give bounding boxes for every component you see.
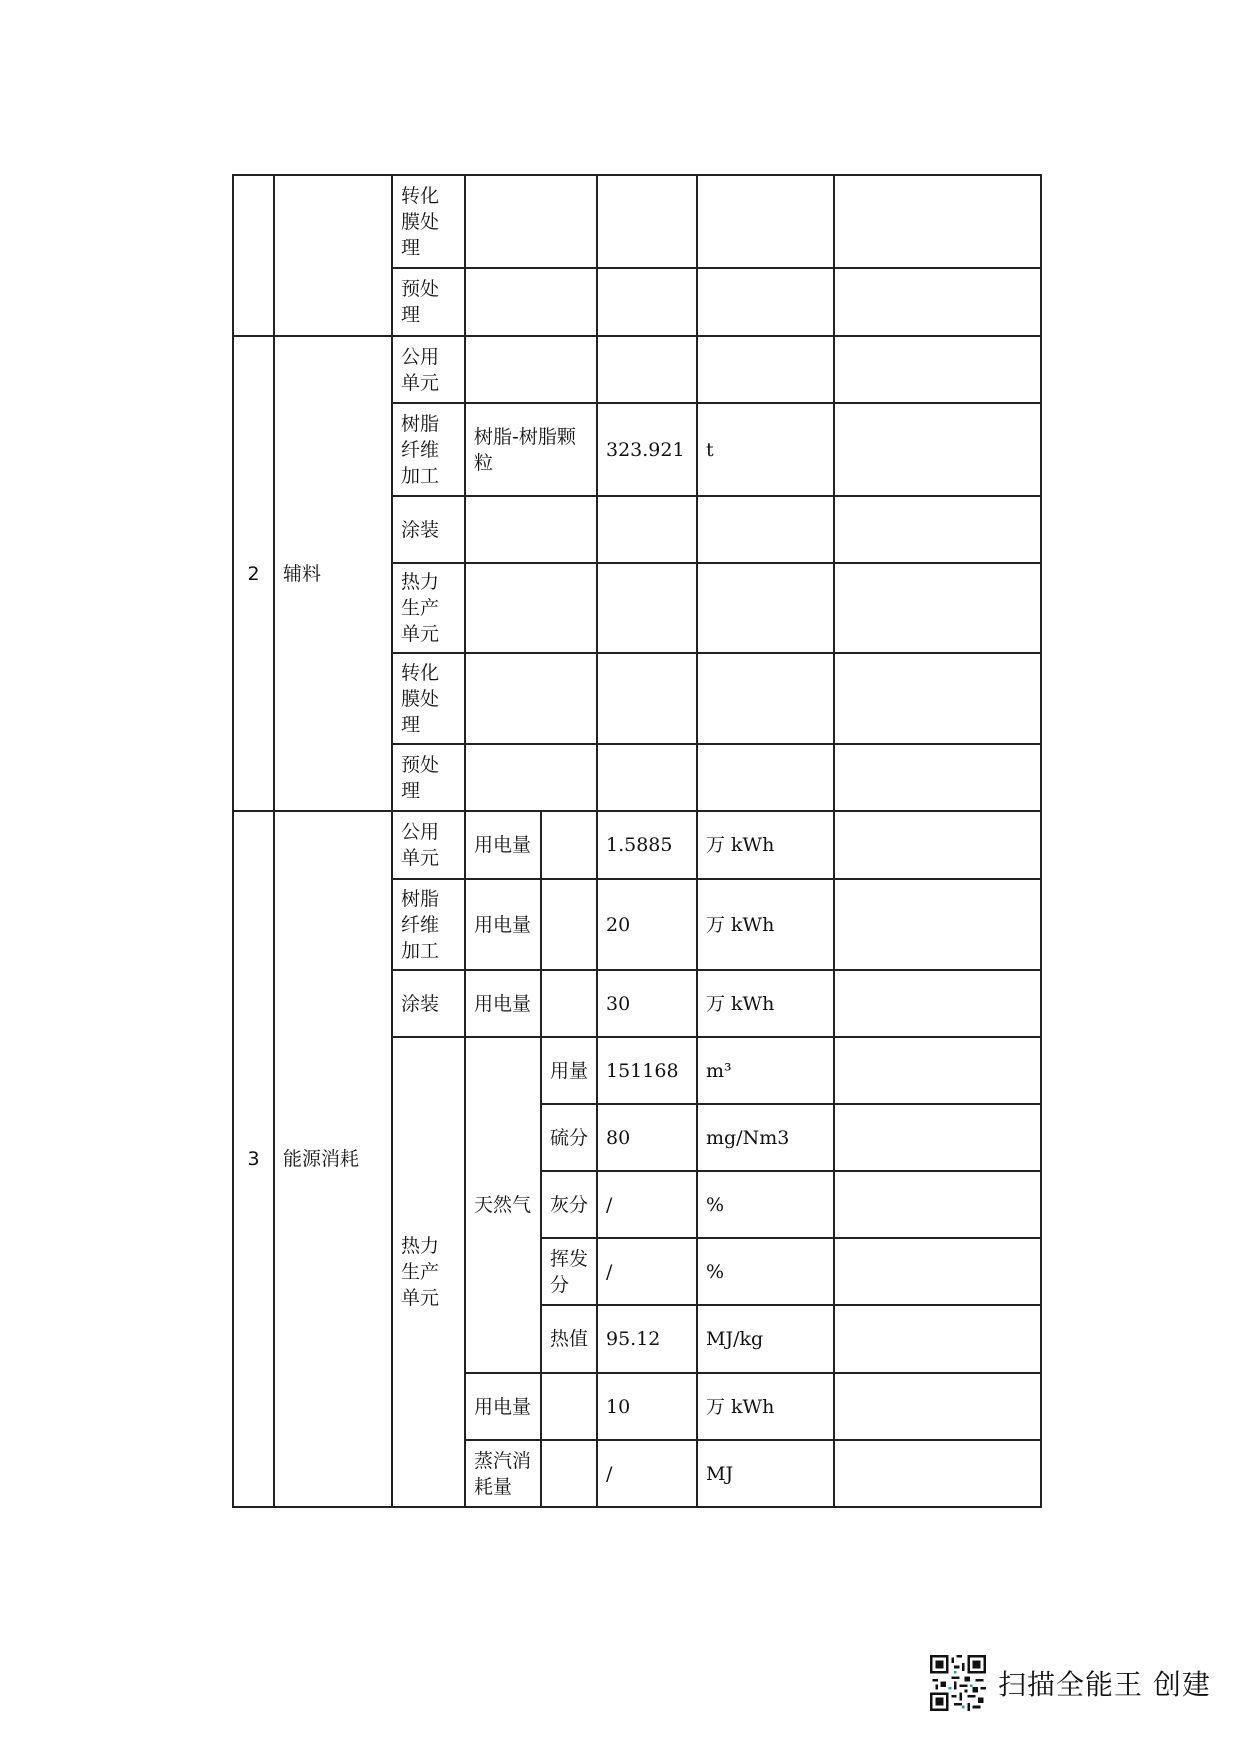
cell-remark	[834, 1037, 1041, 1104]
cell-value: 95.12	[597, 1305, 697, 1373]
cell-measure: mg/Nm3	[697, 1104, 834, 1171]
table-row	[233, 336, 1041, 403]
cell-unit: 热力生产单元	[392, 563, 465, 653]
cell-item	[465, 496, 597, 563]
cell-remark	[834, 268, 1041, 336]
cell-value: 20	[597, 879, 697, 970]
cell-sub: 灰分	[541, 1171, 597, 1238]
cell-item	[465, 744, 597, 811]
cell-measure: %	[697, 1238, 834, 1305]
cell-sub: 硫分	[541, 1104, 597, 1171]
cell-item	[465, 563, 597, 653]
cell-value: 80	[597, 1104, 697, 1171]
cell-value: 151168	[597, 1037, 697, 1104]
cell-sub	[541, 879, 597, 970]
qr-code-icon	[930, 1655, 986, 1711]
cell-measure: 万 kWh	[697, 1373, 834, 1440]
table-row	[233, 175, 1041, 268]
cell-unit: 树脂纤维加工	[392, 403, 465, 496]
cell-sub	[541, 811, 597, 879]
cell-sub	[541, 1440, 597, 1507]
cell-unit: 公用单元	[392, 811, 465, 879]
cell-measure: 万 kWh	[697, 811, 834, 879]
cell-remark	[834, 970, 1041, 1037]
cell-category	[274, 175, 392, 336]
cell-remark	[834, 1305, 1041, 1373]
cell-item: 用电量	[465, 970, 541, 1037]
cell-no	[233, 175, 274, 336]
cell-sub: 用量	[541, 1037, 597, 1104]
cell-measure	[697, 744, 834, 811]
cell-value	[597, 175, 697, 268]
cell-value: 30	[597, 970, 697, 1037]
cell-item	[465, 653, 597, 744]
cell-unit: 预处理	[392, 744, 465, 811]
cell-remark	[834, 403, 1041, 496]
cell-unit: 预处理	[392, 268, 465, 336]
cell-value: 323.921	[597, 403, 697, 496]
cell-unit: 树脂纤维加工	[392, 879, 465, 970]
cell-unit: 涂装	[392, 970, 465, 1037]
cell-measure: m³	[697, 1037, 834, 1104]
cell-remark	[834, 879, 1041, 970]
cell-remark	[834, 336, 1041, 403]
cell-value: 1.5885	[597, 811, 697, 879]
cell-remark	[834, 653, 1041, 744]
cell-unit: 涂装	[392, 496, 465, 563]
cell-measure	[697, 496, 834, 563]
cell-gas-label: 天然气	[465, 1037, 541, 1373]
cell-value	[597, 653, 697, 744]
scanner-watermark	[930, 1655, 1211, 1711]
cell-sub	[541, 970, 597, 1037]
cell-remark	[834, 811, 1041, 879]
cell-measure	[697, 175, 834, 268]
cell-item: 用电量	[465, 811, 541, 879]
cell-unit: 转化膜处理	[392, 653, 465, 744]
cell-item: 蒸汽消耗量	[465, 1440, 541, 1507]
cell-remark	[834, 563, 1041, 653]
cell-remark	[834, 175, 1041, 268]
cell-measure	[697, 653, 834, 744]
cell-remark	[834, 744, 1041, 811]
section-category: 能源消耗	[274, 811, 392, 1507]
cell-measure: MJ	[697, 1440, 834, 1507]
cell-remark	[834, 1104, 1041, 1171]
cell-item: 树脂-树脂颗粒	[465, 403, 597, 496]
cell-value	[597, 496, 697, 563]
cell-value: /	[597, 1238, 697, 1305]
watermark-text: 扫描全能王 创建	[998, 1668, 1211, 1701]
cell-measure	[697, 268, 834, 336]
cell-measure: 万 kWh	[697, 879, 834, 970]
cell-value	[597, 563, 697, 653]
cell-sub: 热值	[541, 1305, 597, 1373]
cell-value	[597, 336, 697, 403]
cell-remark	[834, 1238, 1041, 1305]
cell-unit-heat: 热力生产单元	[392, 1037, 465, 1507]
cell-measure: %	[697, 1171, 834, 1238]
cell-value: /	[597, 1171, 697, 1238]
cell-item: 用电量	[465, 879, 541, 970]
section-category: 辅料	[274, 336, 392, 811]
cell-measure	[697, 563, 834, 653]
cell-sub: 挥发分	[541, 1238, 597, 1305]
cell-value: /	[597, 1440, 697, 1507]
cell-item	[465, 268, 597, 336]
cell-remark	[834, 1440, 1041, 1507]
cell-remark	[834, 1373, 1041, 1440]
energy-table	[232, 174, 1042, 1508]
cell-value	[597, 268, 697, 336]
cell-measure: t	[697, 403, 834, 496]
cell-item	[465, 175, 597, 268]
cell-unit: 转化膜处理	[392, 175, 465, 268]
cell-measure: 万 kWh	[697, 970, 834, 1037]
cell-value	[597, 744, 697, 811]
cell-remark	[834, 1171, 1041, 1238]
section-number: 3	[233, 811, 274, 1507]
cell-item: 用电量	[465, 1373, 541, 1440]
cell-value: 10	[597, 1373, 697, 1440]
cell-measure: MJ/kg	[697, 1305, 834, 1373]
cell-item	[465, 336, 597, 403]
cell-measure	[697, 336, 834, 403]
table-row	[233, 811, 1041, 879]
cell-remark	[834, 496, 1041, 563]
cell-sub	[541, 1373, 597, 1440]
cell-unit: 公用单元	[392, 336, 465, 403]
section-number: 2	[233, 336, 274, 811]
